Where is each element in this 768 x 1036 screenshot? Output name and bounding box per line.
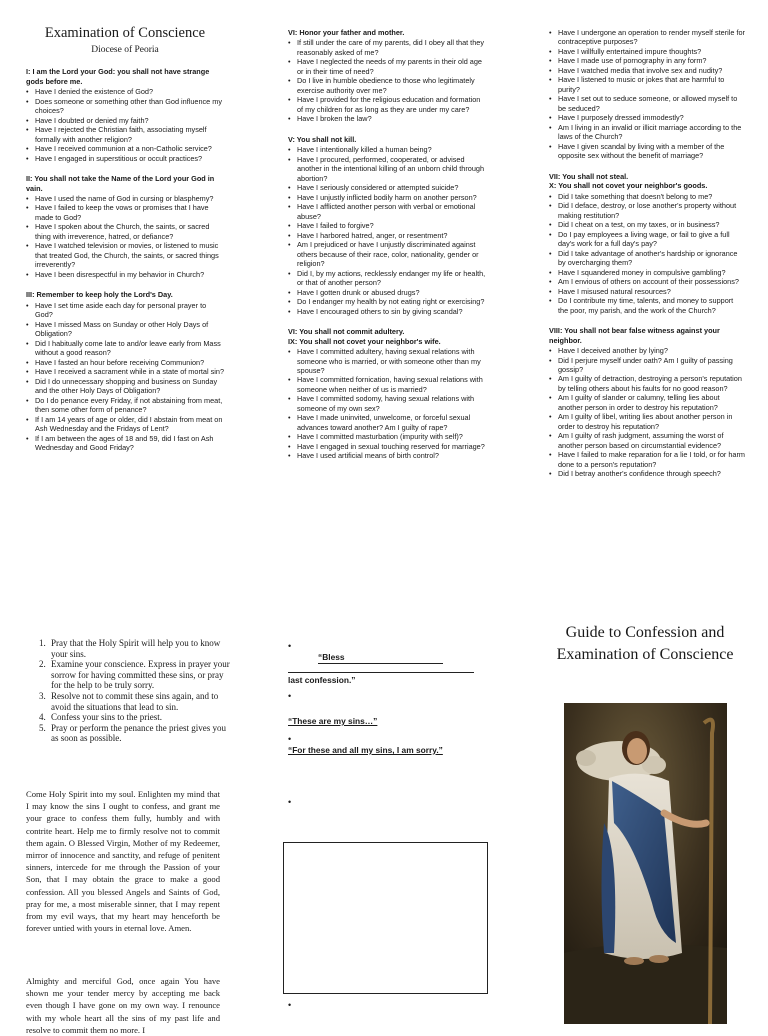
question-list — [549, 346, 745, 479]
question-item: • Am I guilty of slander or calumny, telling lies about another person in order to destroy his reputation? — [549, 393, 745, 412]
question-item: • Have I failed to keep the vows or promises that I have made to God? — [26, 203, 224, 222]
section-heading — [549, 172, 745, 191]
question-item: • Have I undergone an operation to render myself sterile for contraceptive purposes? — [549, 28, 745, 47]
question-item: • If I am between the ages of 18 and 59, did I fast on Ash Wednesday and Good Friday? — [26, 434, 224, 453]
step-item: 4. Confess your sins to the priest. — [48, 712, 230, 723]
bullet-1: • — [288, 641, 292, 651]
question-item: • Have I intentionally killed a human being? — [288, 145, 488, 154]
question-item: • Have I unjustly inflicted bodily harm on another person? — [288, 193, 488, 202]
section-heading-line: IX: You shall not covet your neighbor's wife. — [288, 336, 441, 346]
section-heading — [26, 67, 224, 86]
question-item: • Am I prejudiced or have I unjustly discriminated against others because of their race, color, nationality, gender or religion? — [288, 240, 488, 268]
question-list — [288, 145, 488, 316]
section-heading — [288, 327, 488, 346]
question-item: • Did I betray another's confidence through speech? — [549, 469, 745, 478]
question-list — [288, 38, 488, 123]
section-heading — [26, 290, 224, 299]
question-item: • Have I committed adultery, having sexual relations with someone who is married, or with someone other than my spouse? — [288, 347, 488, 375]
question-item: • Did I take advantage of another's hardship or ignorance by overcharging them? — [549, 249, 745, 268]
question-item: • Have I failed to make reparation for a lie I told, or for harm done to a person's reputation? — [549, 450, 745, 469]
section-heading-line: V: You shall not kill. — [288, 134, 357, 144]
question-item: • Did I, by my actions, recklessly endanger my life or health, or that of another person? — [288, 269, 488, 288]
question-item: • If I am 14 years of age or older, did I abstain from meat on Ash Wednesday and the Fridays of Lent? — [26, 415, 224, 434]
document-subtitle: Diocese of Peoria — [91, 44, 159, 55]
question-item: • Have I made use of pornography in any form? — [549, 56, 745, 65]
bullet-2: • — [288, 691, 292, 701]
section-heading — [549, 326, 745, 345]
question-item: • Have I purposely dressed immodestly? — [549, 113, 745, 122]
question-item: • Have I given scandal by living with a member of the opposite sex without the benefit of marriage? — [549, 142, 745, 161]
commandment-section — [26, 174, 224, 279]
prayer-holy-spirit: Come Holy Spirit into my soul. Enlighten my mind that I may know the sins I ought to confess, and grant me your grace to confess them fully, humbly and with contrite heart. Help me to firmly resolve not to commit them again. O Blessed Virgin, Mother of my Redeemer, mirror of innocence and sanctity, and refuge of penitent sinners, intercede for me through the Passion of your Son, that I may obtain the grace to make a good confession. All you blessed Angels and Saints of God, pray for me, a most miserable sinner, that I may repent from my evil ways, that my heart may henceforth be forever untied with yours in eternal love. Amen. — [26, 789, 220, 934]
question-list — [26, 301, 224, 453]
question-list — [26, 194, 224, 279]
question-item: • Have I encouraged others to sin by giving scandal? — [288, 307, 488, 316]
question-item: • Did I do unnecessary shopping and business on Sunday and the other Holy Days of Obligation? — [26, 377, 224, 396]
good-shepherd-painting — [564, 703, 727, 1024]
question-item: • Have I engaged in sexual touching reserved for marriage? — [288, 442, 488, 451]
step-item: 2. Examine your conscience. Express in prayer your sorrow for having committed these sins, or pray for the help to be truly sorry. — [48, 659, 230, 691]
bless-me-line: “Bless — [318, 652, 443, 664]
question-item: • Have I afflicted another person with verbal or emotional abuse? — [288, 202, 488, 221]
question-item: • Have I received communion at a non-Catholic service? — [26, 144, 224, 153]
question-item: • Have I willfully entertained impure thoughts? — [549, 47, 745, 56]
question-item: • Do I contribute my time, talents, and money to support the poor, my parish, and the work of the Church? — [549, 296, 745, 315]
section-heading-line: VIII: You shall not bear false witness against your neighbor. — [549, 326, 720, 345]
question-item: • Do I do penance every Friday, if not abstaining from meat, then some other form of penance? — [26, 396, 224, 415]
question-item: • Have I broken the law? — [288, 114, 488, 123]
question-item: • Have I doubted or denied my faith? — [26, 116, 224, 125]
section-heading-line: X: You shall not covet your neighbor's goods. — [549, 181, 708, 191]
question-list — [549, 192, 745, 315]
last-confession-line: last confession.” — [288, 672, 474, 685]
question-item: • Did I habitually come late to and/or leave early from Mass without a good reason? — [26, 339, 224, 358]
question-item: • Have I missed Mass on Sunday or other Holy Days of Obligation? — [26, 320, 224, 339]
question-item: • Am I guilty of libel, writing lies about another person in order to destroy his reputation? — [549, 412, 745, 431]
question-item: • Have I committed masturbation (impurity with self)? — [288, 432, 488, 441]
question-item: • Have I misused natural resources? — [549, 287, 745, 296]
question-item: • Am I guilty of rash judgment, assuming the worst of another person based on circumstantial evidence? — [549, 431, 745, 450]
good-shepherd-image — [564, 703, 727, 1024]
question-item: • Did I take something that doesn't belong to me? — [549, 192, 745, 201]
question-item: • Am I envious of others on account of their possessions? — [549, 277, 745, 286]
question-item: • Do I pay employees a living wage, or fail to give a full day's work for a full day's pay? — [549, 230, 745, 249]
commandment-section — [549, 326, 745, 479]
question-item: • Do I endanger my health by not eating right or exercising? — [288, 297, 488, 306]
question-item: • Have I denied the existence of God? — [26, 87, 224, 96]
question-item: • Have I committed fornication, having sexual relations with someone when neither of us is married? — [288, 375, 488, 394]
question-item: • Have I used artificial means of birth control? — [288, 451, 488, 460]
question-item: • Have I harbored hatred, anger, or resentment? — [288, 231, 488, 240]
question-item: • Have I committed sodomy, having sexual relations with someone of my own sex? — [288, 394, 488, 413]
section-heading-line: VII: You shall not steal. — [549, 171, 629, 181]
document-title: Examination of Conscience — [44, 25, 206, 41]
question-item: • Have I set time aside each day for personal prayer to God? — [26, 301, 224, 320]
section-heading-line: II: You shall not take the Name of the Lord your God in vain. — [26, 174, 215, 193]
prayer-after-confession: Almighty and merciful God, once again You have shown me your tender mercy by accepting me back even though I have gone on my own way. I renounce with my whole heart all the sins of my past life and resolve to commit them no more. I — [26, 976, 220, 1035]
question-item: • Have I deceived another by lying? — [549, 346, 745, 355]
column-1-sections — [26, 67, 224, 452]
steps-list — [30, 638, 230, 744]
bullet-3: • — [288, 734, 292, 744]
column-1 — [26, 24, 224, 464]
question-item: • Have I procured, performed, cooperated, or advised another in the intentional killing of an unborn child through abortion? — [288, 155, 488, 183]
question-list — [26, 87, 224, 163]
question-item: • Did I perjure myself under oath? Am I guilty of passing gossip? — [549, 356, 745, 375]
section-heading-line: VI: Honor your father and mother. — [288, 28, 405, 37]
column-2-sections — [288, 28, 488, 461]
question-item: • Have I spoken about the Church, the saints, or sacred thing with irreverence, hatred, or defiance? — [26, 222, 224, 241]
question-list — [288, 347, 488, 461]
question-item: • Did I deface, destroy, or lose another's property without making restitution? — [549, 201, 745, 220]
commandment-section — [549, 172, 745, 315]
question-item: • Did I cheat on a test, on my taxes, or in business? — [549, 220, 745, 229]
commandment-section — [288, 28, 488, 124]
section-heading — [26, 174, 224, 193]
section-heading-line: III: Remember to keep holy the Lord's Day. — [26, 290, 173, 300]
question-item: • Have I been disrespectful in my behavior in Church? — [26, 270, 224, 279]
question-item: • Have I watched media that involve sex and nudity? — [549, 66, 745, 75]
commandment-section — [288, 327, 488, 461]
act-of-contrition-box — [283, 842, 488, 994]
question-item: • Have I watched television or movies, or listened to music that treated God, the Church, the saints, or sacred things irreverently? — [26, 241, 224, 269]
commandment-section — [26, 290, 224, 452]
question-item: • Have I engaged in superstitious or occult practices? — [26, 154, 224, 163]
question-item: • Am I guilty of detraction, destroying a person's reputation by telling others about his faults for no good reason? — [549, 374, 745, 393]
commandment-section — [26, 67, 224, 163]
question-item: • Have I failed to forgive? — [288, 221, 488, 230]
cover-title: Guide to Confession and Examination of Conscience — [556, 624, 734, 664]
step-item: 1. Pray that the Holy Spirit will help you to know your sins. — [48, 638, 230, 659]
section-heading-line: VI: You shall not commit adultery. — [288, 327, 405, 337]
question-item: • Have I used the name of God in cursing or blasphemy? — [26, 194, 224, 203]
question-item: • Have I set out to seduce someone, or allowed myself to be seduced? — [549, 94, 745, 113]
question-item: • Do I live in humble obedience to those who legitimately exercise authority over me? — [288, 76, 488, 95]
step-item: 3. Resolve not to commit these sins again, and to avoid the situations that lead to sin. — [48, 691, 230, 712]
section-heading-line: I: I am the Lord your God: you shall not have strange gods before me. — [26, 67, 210, 86]
question-item: • Have I provided for the religious education and formation of my children for as long as they are under my care? — [288, 95, 488, 114]
for-these-sins: “For these and all my sins, I am sorry.” — [288, 745, 443, 755]
column-3 — [549, 28, 745, 490]
step-item: 5. Pray or perform the penance the priest gives you as soon as possible. — [48, 723, 230, 744]
column-2 — [288, 28, 488, 472]
question-item: • Have I squandered money in compulsive gambling? — [549, 268, 745, 277]
column-3-sections — [549, 28, 745, 479]
commandment-section — [288, 135, 488, 316]
question-item: • Have I rejected the Christian faith, associating myself formally with another religion? — [26, 125, 224, 144]
question-item: • Am I living in an invalid or illicit marriage according to the laws of the Church? — [549, 123, 745, 142]
question-item: • Have I seriously considered or attempted suicide? — [288, 183, 488, 192]
bullet-4: • — [288, 797, 292, 807]
bullet-5: • — [288, 1000, 292, 1010]
question-item: • Have I listened to music or jokes that are harmful to purity? — [549, 75, 745, 94]
question-item: • Have I fasted an hour before receiving Communion? — [26, 358, 224, 367]
section-heading — [288, 135, 488, 144]
question-item: • Have I neglected the needs of my parents in their old age or in their time of need? — [288, 57, 488, 76]
question-item: • If still under the care of my parents, did I obey all that they reasonably asked of me? — [288, 38, 488, 57]
question-item: • Have I gotten drunk or abused drugs? — [288, 288, 488, 297]
section-heading — [288, 28, 488, 37]
these-are-my-sins: “These are my sins…” — [288, 716, 378, 726]
question-item: • Does someone or something other than God influence my choices? — [26, 97, 224, 116]
question-list-continued — [549, 28, 745, 161]
confession-steps — [30, 638, 230, 744]
question-item: • Have I received a sacrament while in a state of mortal sin? — [26, 367, 224, 376]
question-item: • Have I made uninvited, unwelcome, or forceful sexual advances toward another? Am I guilty of rape? — [288, 413, 488, 432]
